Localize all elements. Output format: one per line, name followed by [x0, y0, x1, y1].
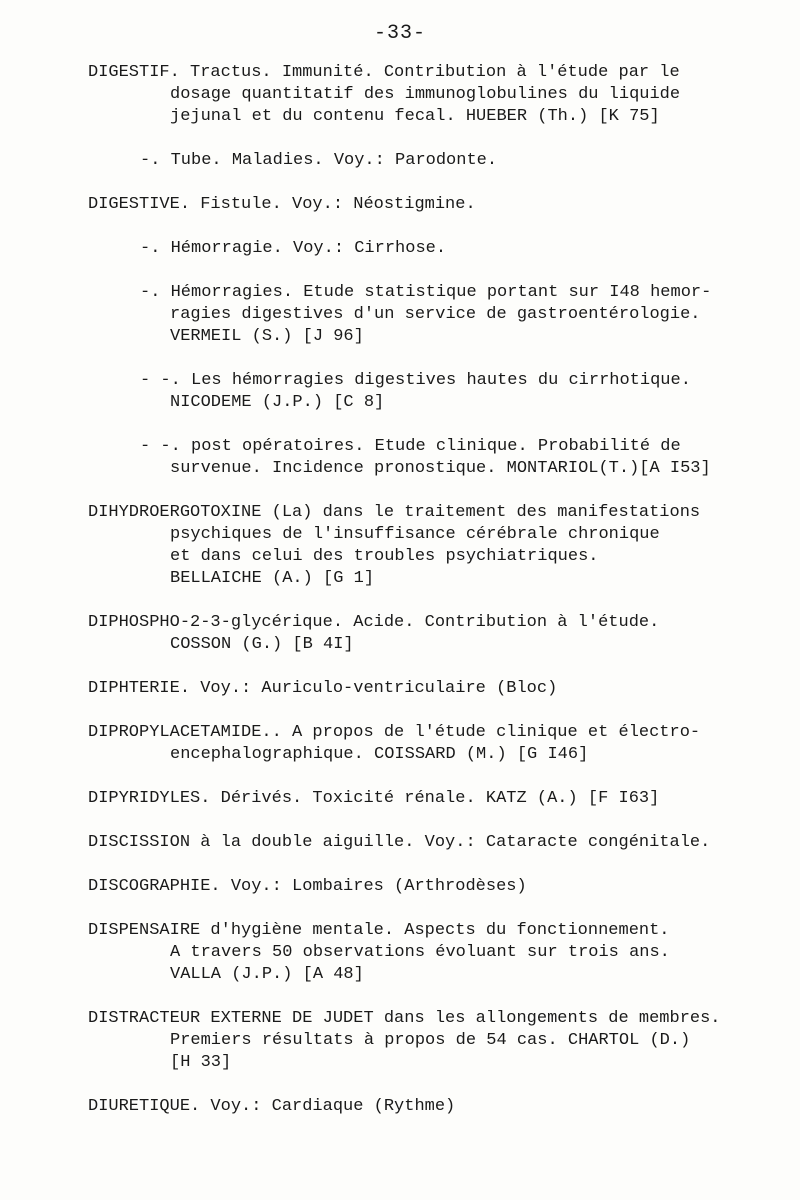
entry-continuation-line: Premiers résultats à propos de 54 cas. CHARTOL (D.)	[170, 1031, 691, 1050]
entry-heading-line: -. Tube. Maladies. Voy.: Parodonte.	[140, 151, 498, 170]
entry-continuation-line: ragies digestives d'un service de gastroentérologie.	[170, 305, 701, 324]
index-entry	[88, 370, 748, 414]
index-entry	[88, 238, 748, 260]
index-entry	[88, 436, 748, 480]
entry-continuation-line: A travers 50 observations évoluant sur trois ans.	[170, 943, 670, 962]
entry-continuation-line: survenue. Incidence pronostique. MONTARIOL(T.)[A I53]	[170, 459, 711, 478]
entry-continuation-line: [H 33]	[170, 1053, 232, 1072]
index-entry	[88, 502, 748, 590]
index-entry	[88, 678, 748, 700]
index-entry	[88, 876, 748, 898]
index-entry	[88, 1096, 748, 1118]
index-entry	[88, 920, 748, 986]
entry-heading-line: -. Hémorragies. Etude statistique portant sur I48 hemor-	[140, 283, 712, 302]
entry-continuation-line: VERMEIL (S.) [J 96]	[170, 327, 364, 346]
entry-heading-line: DIPHOSPHO-2-3-glycérique. Acide. Contribution à l'étude.	[88, 613, 660, 632]
entry-heading-line: - -. post opératoires. Etude clinique. Probabilité de	[140, 437, 681, 456]
entry-continuation-line: et dans celui des troubles psychiatriques.	[170, 547, 599, 566]
entry-heading-line: DISCISSION à la double aiguille. Voy.: Cataracte congénitale.	[88, 833, 711, 852]
index-entry	[88, 722, 748, 766]
entry-continuation-line: COSSON (G.) [B 4I]	[170, 635, 354, 654]
entry-continuation-line: VALLA (J.P.) [A 48]	[170, 965, 364, 984]
entry-heading-line: DISPENSAIRE d'hygiène mentale. Aspects du fonctionnement.	[88, 921, 670, 940]
index-entries	[88, 62, 748, 1140]
entry-heading-line: DISTRACTEUR EXTERNE DE JUDET dans les allongements de membres.	[88, 1009, 721, 1028]
page-number: -33-	[373, 22, 426, 45]
entry-continuation-line: dosage quantitatif des immunoglobulines du liquide	[170, 85, 681, 104]
index-entry	[88, 282, 748, 348]
index-entry	[88, 832, 748, 854]
entry-heading-line: DIPHTERIE. Voy.: Auriculo-ventriculaire (Bloc)	[88, 679, 558, 698]
index-entry	[88, 62, 748, 128]
entry-heading-line: DIURETIQUE. Voy.: Cardiaque (Rythme)	[88, 1097, 456, 1116]
entry-heading-line: DIGESTIVE. Fistule. Voy.: Néostigmine.	[88, 195, 476, 214]
entry-heading-line: - -. Les hémorragies digestives hautes du cirrhotique.	[140, 371, 691, 390]
index-entry	[88, 1008, 748, 1074]
entry-heading-line: DIGESTIF. Tractus. Immunité. Contribution à l'étude par le	[88, 63, 680, 82]
entry-continuation-line: jejunal et du contenu fecal. HUEBER (Th.) [K 75]	[170, 107, 660, 126]
index-entry	[88, 194, 748, 216]
entry-heading-line: DISCOGRAPHIE. Voy.: Lombaires (Arthrodèses)	[88, 877, 527, 896]
entry-continuation-line: encephalographique. COISSARD (M.) [G I46]	[170, 745, 589, 764]
index-entry	[88, 150, 748, 172]
entry-heading-line: DIPYRIDYLES. Dérivés. Toxicité rénale. KATZ (A.) [F I63]	[88, 789, 660, 808]
entry-continuation-line: NICODEME (J.P.) [C 8]	[170, 393, 385, 412]
entry-heading-line: DIHYDROERGOTOXINE (La) dans le traitement des manifestations	[88, 503, 701, 522]
entry-continuation-line: psychiques de l'insuffisance cérébrale chronique	[170, 525, 660, 544]
index-entry	[88, 788, 748, 810]
entry-heading-line: -. Hémorragie. Voy.: Cirrhose.	[140, 239, 447, 258]
entry-heading-line: DIPROPYLACETAMIDE.. A propos de l'étude clinique et électro-	[88, 723, 701, 742]
entry-continuation-line: BELLAICHE (A.) [G 1]	[170, 569, 375, 588]
index-entry	[88, 612, 748, 656]
